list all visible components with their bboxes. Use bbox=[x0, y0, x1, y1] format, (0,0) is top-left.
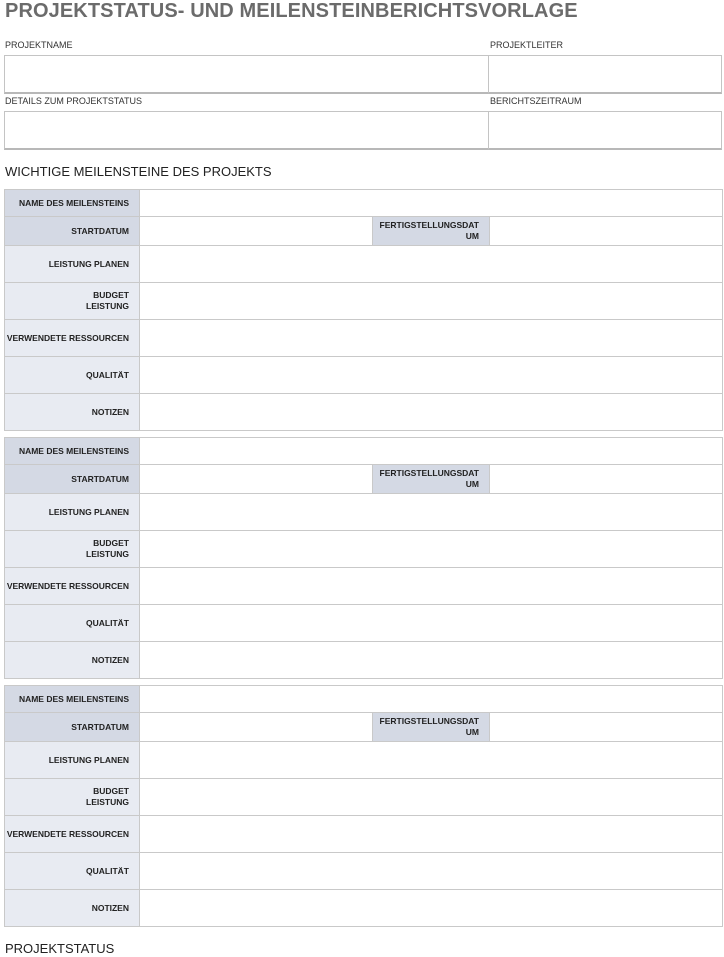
project-lead-field[interactable] bbox=[488, 55, 722, 94]
plan-performance-label: LEISTUNG PLANEN bbox=[5, 494, 140, 531]
start-date-field[interactable] bbox=[140, 713, 373, 742]
plan-performance-field[interactable] bbox=[140, 494, 723, 531]
budget-performance-label: BUDGET LEISTUNG bbox=[5, 283, 140, 320]
quality-label: QUALITÄT bbox=[5, 357, 140, 394]
status-details-field[interactable] bbox=[4, 111, 489, 150]
quality-field[interactable] bbox=[140, 605, 723, 642]
milestone-table-3 bbox=[4, 685, 723, 927]
resources-used-label: VERWENDETE RESSOURCEN bbox=[5, 568, 140, 605]
notes-field[interactable] bbox=[140, 394, 723, 431]
project-name-field[interactable] bbox=[4, 55, 489, 94]
resources-used-field[interactable] bbox=[140, 816, 723, 853]
milestone-name-field[interactable] bbox=[140, 438, 723, 465]
start-date-label: STARTDATUM bbox=[5, 713, 140, 742]
quality-label: QUALITÄT bbox=[5, 853, 140, 890]
milestone-table-1 bbox=[4, 189, 723, 431]
project-status-heading: PROJEKTSTATUS bbox=[5, 941, 115, 956]
finish-date-field[interactable] bbox=[490, 465, 723, 494]
plan-performance-field[interactable] bbox=[140, 742, 723, 779]
milestone-name-label: NAME DES MEILENSTEINS bbox=[5, 190, 140, 217]
milestone-table-2 bbox=[4, 437, 723, 679]
quality-label: QUALITÄT bbox=[5, 605, 140, 642]
quality-field[interactable] bbox=[140, 853, 723, 890]
plan-performance-label: LEISTUNG PLANEN bbox=[5, 742, 140, 779]
resources-used-field[interactable] bbox=[140, 568, 723, 605]
page-title: PROJEKTSTATUS- UND MEILENSTEINBERICHTSVORLAGE bbox=[5, 0, 578, 22]
finish-date-label: FERTIGSTELLUNGSDAT UM bbox=[373, 713, 490, 742]
project-name-label: PROJEKTNAME bbox=[5, 40, 73, 50]
milestone-name-field[interactable] bbox=[140, 686, 723, 713]
notes-label: NOTIZEN bbox=[5, 642, 140, 679]
budget-performance-field[interactable] bbox=[140, 779, 723, 816]
report-period-field[interactable] bbox=[488, 111, 722, 150]
finish-date-field[interactable] bbox=[490, 217, 723, 246]
start-date-field[interactable] bbox=[140, 217, 373, 246]
plan-performance-label: LEISTUNG PLANEN bbox=[5, 246, 140, 283]
finish-date-field[interactable] bbox=[490, 713, 723, 742]
quality-field[interactable] bbox=[140, 357, 723, 394]
finish-date-label: FERTIGSTELLUNGSDAT UM bbox=[373, 217, 490, 246]
milestone-name-field[interactable] bbox=[140, 190, 723, 217]
report-period-label: BERICHTSZEITRAUM bbox=[490, 96, 582, 106]
budget-performance-label: BUDGET LEISTUNG bbox=[5, 531, 140, 568]
budget-performance-field[interactable] bbox=[140, 283, 723, 320]
budget-performance-field[interactable] bbox=[140, 531, 723, 568]
notes-field[interactable] bbox=[140, 642, 723, 679]
resources-used-label: VERWENDETE RESSOURCEN bbox=[5, 320, 140, 357]
notes-label: NOTIZEN bbox=[5, 394, 140, 431]
plan-performance-field[interactable] bbox=[140, 246, 723, 283]
budget-performance-label: BUDGET LEISTUNG bbox=[5, 779, 140, 816]
start-date-field[interactable] bbox=[140, 465, 373, 494]
start-date-label: STARTDATUM bbox=[5, 217, 140, 246]
finish-date-label: FERTIGSTELLUNGSDAT UM bbox=[373, 465, 490, 494]
resources-used-field[interactable] bbox=[140, 320, 723, 357]
milestone-name-label: NAME DES MEILENSTEINS bbox=[5, 438, 140, 465]
resources-used-label: VERWENDETE RESSOURCEN bbox=[5, 816, 140, 853]
status-details-label: DETAILS ZUM PROJEKTSTATUS bbox=[5, 96, 143, 106]
notes-field[interactable] bbox=[140, 890, 723, 927]
start-date-label: STARTDATUM bbox=[5, 465, 140, 494]
project-lead-label: PROJEKTLEITER bbox=[490, 40, 564, 50]
notes-label: NOTIZEN bbox=[5, 890, 140, 927]
milestones-heading: WICHTIGE MEILENSTEINE DES PROJEKTS bbox=[5, 164, 272, 179]
milestone-name-label: NAME DES MEILENSTEINS bbox=[5, 686, 140, 713]
